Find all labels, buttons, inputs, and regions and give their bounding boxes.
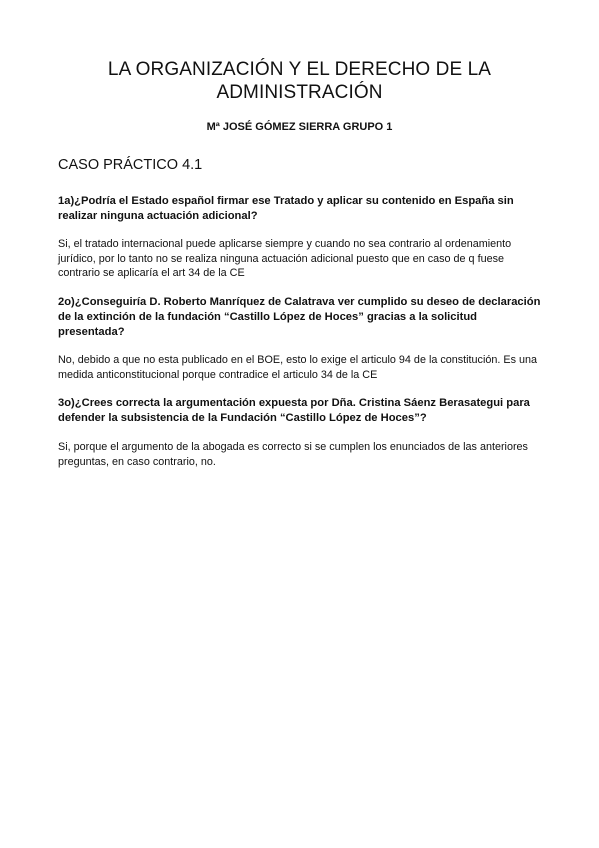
answer-2: No, debido a que no esta publicado en el BOE, esto lo exige el articulo 94 de la constitución. Es una medida anticonstitucional porque contradice el articulo 34 de la CE [58,354,537,381]
question-3: 3o)¿Crees correcta la argumentación expuesta por Dña. Cristina Sáenz Berasategui para defender la subsistencia de la Fundación “Castillo López de Hoces”? [58,397,530,424]
question-2: 2o)¿Conseguiría D. Roberto Manríquez de Calatrava ver cumplido su deseo de declaración de la extinción de la fundación “Castillo López de Hoces” gracias a la solicitud presentada? [58,296,541,338]
question-1: 1a)¿Podría el Estado español firmar ese Tratado y aplicar su contenido en España sin realizar ninguna actuación adicional? [58,195,514,222]
case-heading: CASO PRÁCTICO 4.1 [58,157,203,173]
answer-1: Si, el tratado internacional puede aplicarse siempre y cuando no sea contrario al ordenamiento jurídico, por lo tanto no se realiza ninguna actuación adicional puesto que en caso de q fuese contrario se aplicaría el art 34 de la CE [58,238,512,280]
answer-3: Si, porque el argumento de la abogada es correcto si se cumplen los enunciados de las anteriores preguntas, en caso contrario, no. [58,441,528,468]
author-line: Mª JOSÉ GÓMEZ SIERRA GRUPO 1 [206,121,393,133]
document-title: LA ORGANIZACIÓN Y EL DERECHO DE LA ADMINISTRACIÓN [107,59,492,103]
